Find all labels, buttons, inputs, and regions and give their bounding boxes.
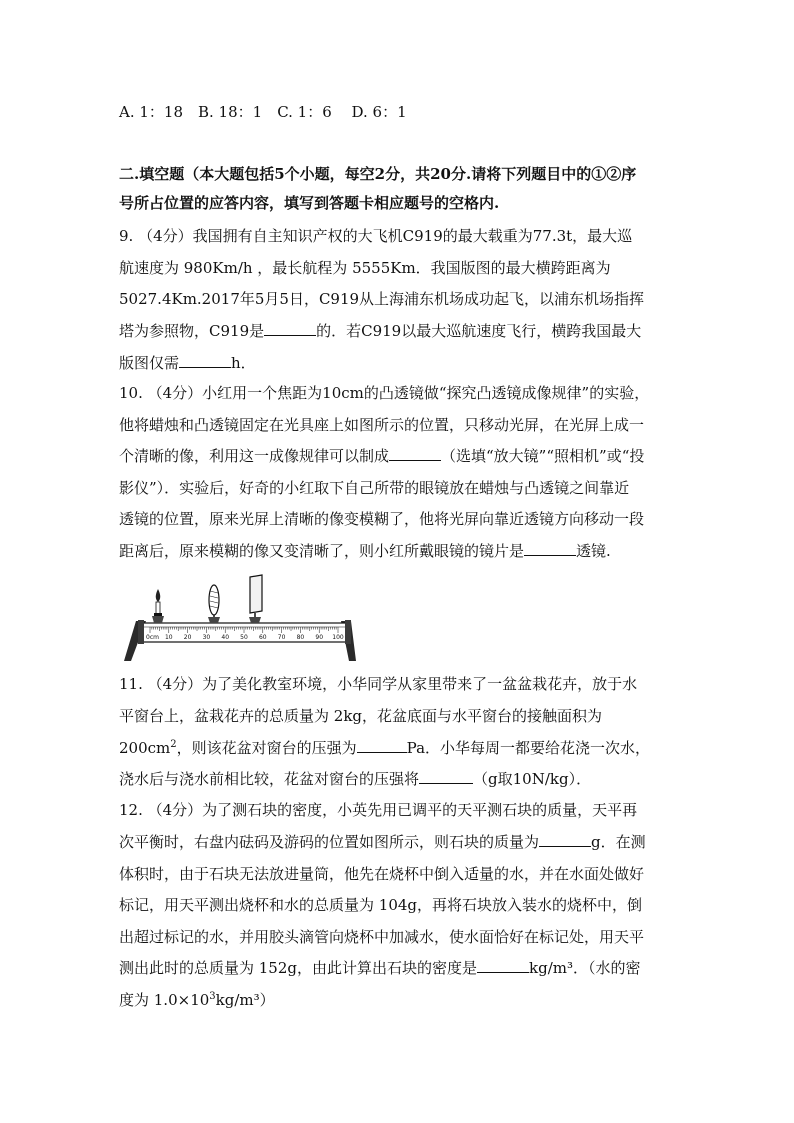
q9-line5-text-a: 版图仅需: [119, 354, 180, 372]
q11-line1: 11. （4分）为了美化教室环境，小华同学从家里带来了一盆盆栽花卉，放于水: [119, 675, 638, 693]
q9-line3: 5027.4Km.2017年5月5日，C919从上海浦东机场成功起飞，以浦东机场指挥: [119, 290, 645, 308]
q11-line3-text-a: 200cm: [119, 739, 171, 757]
q10-line2: 他将蜡烛和凸透镜固定在光具座上如图所示的位置，只移动光屏，在光屏上成一: [119, 416, 645, 434]
q12-line4: 标记，用天平测出烧杯和水的总质量为 104g，再将石块放入装水的烧杯中，倒: [119, 896, 643, 914]
q9-line5: [119, 353, 256, 373]
q10-line1: 10. （4分）小红用一个焦距为10cm的凸透镜做“探究凸透镜成像规律”的实验，: [119, 384, 650, 402]
q10-answer-blank-2[interactable]: [524, 541, 576, 556]
scale-tick-label: 70: [277, 634, 286, 641]
q12-line2-text-b: g．在测: [591, 833, 646, 851]
q11-answer-blank-2[interactable]: [419, 769, 473, 784]
q11-line3-text-b: ，则该花盆对窗台的压强为: [176, 739, 357, 757]
scale-tick-label: 20: [183, 634, 192, 641]
q11-line3: [119, 738, 650, 758]
candle: [152, 589, 164, 623]
q12-answer-blank-1[interactable]: [539, 832, 591, 847]
section-heading-line1: 二.填空题（本大题包括5个小题，每空2分，共20分.请将下列题目中的①②序: [119, 165, 637, 183]
right-end-block: [345, 620, 351, 644]
q9-line1: 9. （4分）我国拥有自主知识产权的大飞机C919的最大载重为77.3t，最大巡: [119, 227, 633, 245]
q12-line7-sup: 3: [209, 991, 216, 1002]
q9-answer-blank-1[interactable]: [264, 321, 316, 336]
left-end-block: [138, 620, 144, 644]
q11-answer-blank-1[interactable]: [357, 738, 407, 753]
q10-line3-text-b: （选填“放大镜”“照相机”或“投: [441, 447, 645, 465]
q11-line2: 平窗台上，盆栽花卉的总质量为 2kg，花盆底面与水平窗台的接触面积为: [119, 707, 603, 725]
scale-tick-label: 40: [221, 634, 230, 641]
q10-line3-text-a: 个清晰的像，利用这一成像规律可以制成: [119, 447, 390, 465]
q11-line3-sup: 2: [170, 739, 177, 750]
q12-answer-blank-2[interactable]: [477, 958, 529, 973]
q11-line4-text-a: 浇水后与浇水前相比较，花盆对窗台的压强将: [119, 770, 420, 788]
q9-line5-text-b: h．: [231, 354, 256, 372]
q9-line4: [119, 321, 641, 341]
q10-line6: [119, 541, 611, 561]
section-heading-line2: 号所占位置的应答内容，填写到答题卡相应题号的空格内.: [119, 194, 500, 212]
scale-tick-label: 90: [315, 634, 324, 641]
choice-options: A. 1：18 B. 18：1 C. 1：6 D. 6：1: [119, 103, 407, 121]
q10-line3: [119, 446, 644, 466]
scale-unit-label: 0cm: [146, 634, 159, 641]
q9-line4-text-a: 塔为参照物，C919是: [119, 322, 265, 340]
q12-line2-text-a: 次平衡时，右盘内砝码及游码的位置如图所示，则石块的质量为: [119, 833, 540, 851]
q12-line6: [119, 958, 641, 978]
q9-answer-blank-2[interactable]: [179, 353, 231, 368]
q12-line2: [119, 832, 646, 852]
q12-line1: 12. （4分）为了测石块的密度，小英先用已调平的天平测石块的质量，天平再: [119, 801, 638, 819]
scale-tick-label: 80: [296, 634, 305, 641]
convex-lens: [208, 585, 220, 623]
scale-tick-label: 60: [258, 634, 267, 641]
scale-tick-label: 100: [332, 634, 344, 641]
light-screen: [249, 575, 262, 623]
q10-line6-text-a: 距离后，原来模糊的像又变清晰了，则小红所戴眼镜的镜片是: [119, 542, 525, 560]
scale-tick-label: 30: [202, 634, 211, 641]
q10-answer-blank-1[interactable]: [389, 446, 441, 461]
q11-line4: [119, 769, 591, 789]
q12-line6-text-a: 测出此时的总质量为 152g，由此计算出石块的密度是: [119, 959, 478, 977]
q12-line7-text-b: kg/m³）: [215, 991, 275, 1009]
q10-line4: 影仪”）．实验后，好奇的小红取下自己所带的眼镜放在蜡烛与凸透镜之间靠近: [119, 479, 630, 497]
q12-line5: 出超过标记的水，并用胶头滴管向烧杯中加减水，使水面恰好在标记处，用天平: [119, 928, 645, 946]
optical-bench-figure: [122, 571, 357, 663]
scale-tick-label: 10: [164, 634, 173, 641]
q12-line6-text-b: kg/m³．（水的密: [529, 959, 641, 977]
q11-line4-text-b: （g取10N/kg）．: [473, 770, 592, 788]
q12-line7-text-a: 度为 1.0×10: [119, 991, 210, 1009]
scale-tick-label: 50: [240, 634, 248, 641]
q12-line7: [119, 990, 275, 1010]
q10-line5: 透镜的位置，原来光屏上清晰的像变模糊了，他将光屏向靠近透镜方向移动一段: [119, 510, 645, 528]
q11-line3-text-c: Pa．小华每周一都要给花浇一次水，: [406, 739, 651, 757]
q10-line6-text-b: 透镜.: [576, 542, 611, 560]
q9-line2: 航速度为 980Km/h ，最长航程为 5555Km．我国版图的最大横跨距离为: [119, 259, 611, 277]
q9-line4-text-b: 的．若C919以最大巡航速度飞行，横跨我国最大: [316, 322, 642, 340]
q12-line3: 体积时，由于石块无法放进量筒，他先在烧杯中倒入适量的水，并在水面处做好: [119, 865, 645, 883]
